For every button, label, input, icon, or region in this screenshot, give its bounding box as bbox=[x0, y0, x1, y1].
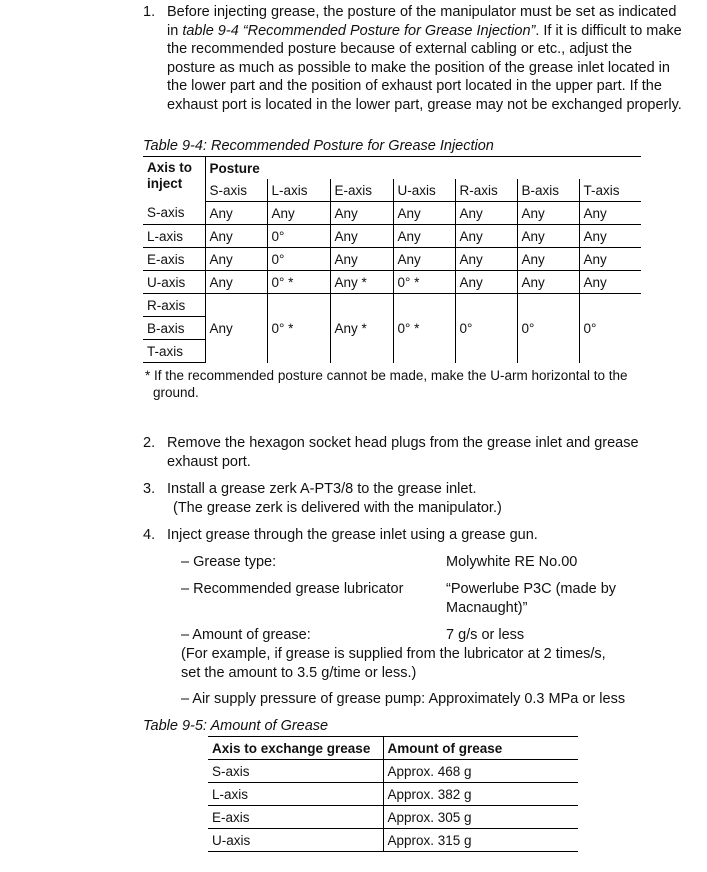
column-header: R-axis bbox=[455, 179, 517, 202]
column-header: B-axis bbox=[517, 179, 579, 202]
axis-cell: L-axis bbox=[143, 225, 205, 248]
step-text: Remove the hexagon socket head plugs from the grease inlet and grease exhaust port. bbox=[167, 435, 639, 470]
step-2 bbox=[143, 434, 683, 471]
step-number: 1. bbox=[143, 4, 156, 20]
table-row: S-axis Any Any Any Any Any Any Any bbox=[143, 202, 641, 225]
table-9-5-caption: Table 9-5: Amount of Grease bbox=[143, 718, 329, 734]
step-1 bbox=[143, 3, 683, 114]
axis-cell: E-axis bbox=[143, 248, 205, 271]
column-header: S-axis bbox=[205, 179, 267, 202]
step-3 bbox=[143, 480, 683, 517]
step-number: 3. bbox=[143, 481, 156, 497]
amount-of-grease-table bbox=[208, 736, 578, 852]
table-footnote: * If the recommended posture cannot be made, make the U-arm horizontal to the ground. bbox=[145, 368, 628, 400]
step-number: 4. bbox=[143, 527, 156, 543]
axis-cell: S-axis bbox=[147, 205, 185, 221]
table-row: S-axis Approx. 468 g bbox=[208, 760, 578, 783]
step-4 bbox=[143, 526, 683, 545]
posture-header: Posture bbox=[205, 157, 641, 180]
column-header: Amount of grease bbox=[383, 737, 578, 760]
step-subtext: (The grease zerk is delivered with the manipulator.) bbox=[173, 499, 502, 516]
axis-cell: U-axis bbox=[143, 271, 205, 294]
axis-cell: B-axis bbox=[143, 317, 205, 340]
step-text: Install a grease zerk A-PT3/8 to the grease inlet. bbox=[167, 481, 477, 497]
step-text: Before injecting grease, the posture of the manipulator must be set as indicated in table 9-4 “Recommended Posture for Grease Injection”. If it is difficult to make the recommended posture because of external cabling or etc., adjust the posture as much as possible to make the position of the grease inlet located in the lower part and the position of exhaust port located in the upper part. If the exhaust port is located in the lower part, grease may not be exchanged properly. bbox=[167, 4, 682, 113]
table-row: E-axis Any 0° Any Any Any Any Any bbox=[143, 248, 641, 271]
column-header: U-axis bbox=[393, 179, 455, 202]
recommended-posture-table bbox=[143, 156, 641, 363]
column-header: Axis to exchange grease bbox=[208, 737, 383, 760]
table-row: L-axis Any 0° Any Any Any Any Any bbox=[143, 225, 641, 248]
table-reference: table 9-4 “Recommended Posture for Grease Injection” bbox=[182, 22, 536, 39]
column-header: T-axis bbox=[579, 179, 641, 202]
axis-cell: T-axis bbox=[143, 340, 205, 363]
step-number: 2. bbox=[143, 435, 156, 451]
table-row: U-axis Approx. 315 g bbox=[208, 829, 578, 852]
table-row: R-axis Any 0° * Any * 0° * 0° 0° 0° bbox=[143, 294, 641, 317]
axis-to-inject-header: Axis to inject bbox=[143, 157, 205, 202]
table-row: E-axis Approx. 305 g bbox=[208, 806, 578, 829]
column-header: E-axis bbox=[330, 179, 393, 202]
column-header: L-axis bbox=[267, 179, 330, 202]
table-row: L-axis Approx. 382 g bbox=[208, 783, 578, 806]
manual-page: 1. Before injecting grease, the posture of the manipulator must be set as indicated in table 9-4 “Recommended Posture for Grease Injection”. If it is difficult to make the recommended posture because of external cabling or etc., adjust the posture as much as possible to make the position of the grease inlet located in the lower part and the position of exhaust port located in the upper part. If the exhaust port is located in the lower part, grease may not be exchanged properly. Table 9-4: Recommended Posture for Grease Injection Axis to inject Posture S-axis L-axis E-axis U-axis R-axis B-axis T-axis S-axis Any Any Any Any Any Any Any L-axis Any 0° Any Any Any Any Any E-axis Any 0° Any Any Any Any Any U-axis Any 0° * Any * 0° * Any Any Any R-axis Any 0° * Any * 0° * 0° 0° 0° B-axis T-axis * If the recommended posture cannot be made, make the U-arm horizontal to the ground. 2. Remove the hexagon socket head plugs from the grease inlet and grease exhaust port. 3. Install a grease zerk A-PT3/8 to the grease inlet. (The grease zerk is delivered with the manipulator.) 4. Inject grease through the grease inlet using a grease gun. – Grease type: Molywhite RE No.00 – Recommended grease lubricator “Powerlube P3C (made by Macnaught)” – Amount of grease: 7 g/s or less (For example, if grease is supplied from the lubricator at 2 times/s, set the amount to 3.5 g/time or less.) – Air supply pressure of grease pump: Approximately 0.3 MPa or less Table 9-5: Amount of Grease Axis to exchange grease Amount of grease S-axis Approx. 468 g L-axis Approx. 382 g E-axis Approx. 305 g U-axis Approx. 315 g bbox=[0, 0, 707, 872]
table-9-4-caption: Table 9-4: Recommended Posture for Grease Injection bbox=[143, 138, 494, 154]
step-text: Inject grease through the grease inlet using a grease gun. bbox=[167, 527, 538, 543]
axis-cell: R-axis bbox=[143, 294, 205, 317]
table-row: U-axis Any 0° * Any * 0° * Any Any Any bbox=[143, 271, 641, 294]
